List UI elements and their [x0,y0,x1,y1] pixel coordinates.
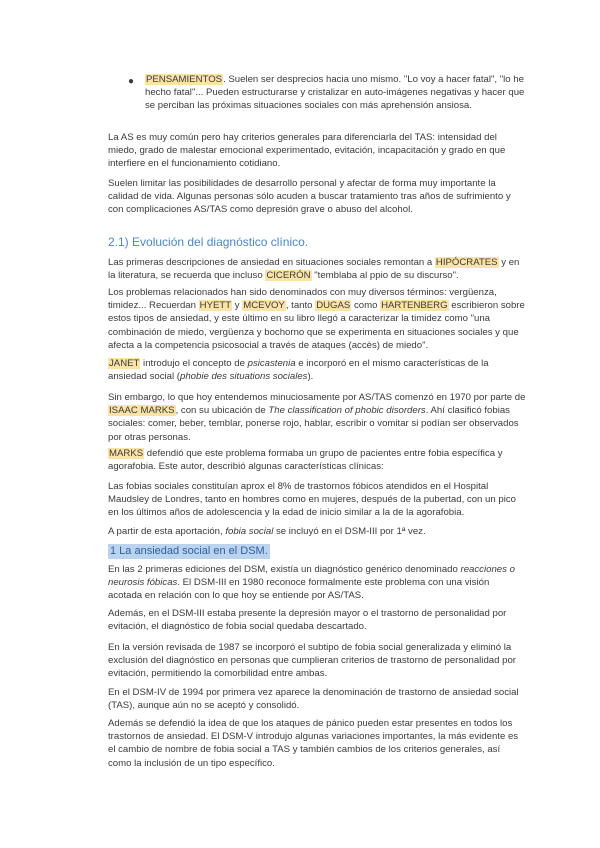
paragraph-fobias-sociales: Las fobias sociales constituían aprox el 8% de trastornos fóbicos atendidos en el Hospital Maudsley de Londres, tanto en hombres como en mujeres, después de la pubertad, con un pico en los últimos años de adolescencia y la edad de inicio similar a la de la agorafobia. [108,481,516,519]
paragraph-terms: Los problemas relacionados han sido denominados con muy diversos términos: vergüenza, timidez... Recuerdan HYETT y MCEVOY, tanto DUGAS como HARTENBERG escribieron sobre estos tipos de ansiedad, y este último en su libro llegó a caracterizar la timidez como "una combinación de miedo, vergüenza y bochorno que se experimenta en situaciones sociales y que afecta a la competencia psicosocial a través de ataques (accès) de miedo". [108,287,525,351]
highlight-ciceron: CICERÓN [266,270,311,282]
paragraph-dsm-editions: En las 2 primeras ediciones del DSM, existía un diagnóstico genérico denominado reacciones o neurosis fóbicas. El DSM-III en 1980 reconoce formalmente este problema con una visión acotada en relación con lo que hoy se entiende por AS/TAS. [108,564,515,602]
highlight-isaac-marks: ISAAC MARKS [109,405,175,417]
highlight-hyett: HYETT [199,300,232,312]
paragraph-dsm-iii-inclusion: A partir de esta aportación, fobia social se incluyó en el DSM-III por 1ª vez. [108,526,426,537]
paragraph-1987-revision: En la versión revisada de 1987 se incorporó el subtipo de fobia social generalizada y eliminó la exclusión del diagnóstico en personas que cumplieran criterios de trastorno de personalidad por evitación, permitiendo la comorbilidad entre ambas. [108,642,516,680]
highlight-janet: JANET [109,358,140,369]
paragraph-as-criteria: La AS es muy común pero hay criterios generales para diferenciarla del TAS: intensidad del miedo, grado de malestar emocional experimentado, evitación, incapacitación y grado en que interfiere en el funcionamiento cotidiano. [108,132,506,170]
paragraph-marks: MARKS defendió que este problema formaba un grupo de pacientes entre fobia específica y agorafobia. Este autor, describió algunas características clínicas: [108,448,503,473]
paragraph-isaac-marks: Sin embargo, lo que hoy entendemos minuciosamente por AS/TAS comenzó en 1970 por parte de ISAAC MARKS, con su ubicación de The classification of phobic disorders. Ahí clasificó fobias sociales: comer, beber, temblar, ponerse rojo, hablar, escribir o vomitar si podían ser observados por otras personas. [108,392,526,443]
bullet-marker: ● [128,76,135,87]
highlight-hipocrates: HIPÓCRATES [435,257,498,268]
highlight-term: PENSAMIENTOS [146,74,223,85]
section-heading-2-1: 2.1) Evolución del diagnóstico clínico. [108,235,309,249]
paragraph-hipocrates: Las primeras descripciones de ansiedad en situaciones sociales remontan a HIPÓCRATES y en la literatura, se recuerda que incluso CICERÓN "temblaba al ppio de su discurso". [108,257,520,282]
paragraph-limitations: Suelen limitar las posibilidades de desarrollo personal y afectar de forma muy importante la calidad de vida. Algunas personas sólo acuden a buscar tratamiento tras años de sufrimiento y con complicaciones AS/TAS como depresión grave o abuso del alcohol. [108,178,511,216]
highlight-dugas: DUGAS [316,300,351,312]
section-heading-1: 1 La ansiedad social en el DSM. [110,545,268,557]
highlight-marks: MARKS [109,448,144,459]
bullet-pensamientos: PENSAMIENTOS. Suelen ser desprecios hacia uno mismo. "Lo voy a hacer fatal", "lo he hecho fatal"... Pueden estructurarse y cristalizar en auto-imágenes negativas y hacer que se perciban las próximas situaciones sociales con más aprehensión ansiosa. [145,74,525,112]
paragraph-dsm-v: Además se defendió la idea de que los ataques de pánico pueden estar presentes en todos los trastornos de ansiedad. El DSM-V introdujo algunas variaciones importantes, la más evidente es el cambio de nombre de fobia social a TAS y también cambios de los criterios generales, así como la inclusión de un tipo específico. [108,718,519,769]
paragraph-janet: JANET introdujo el concepto de psicastenia e incorporó en el mismo características de la ansiedad social (phobie des situations sociales). [108,358,489,383]
paragraph-dsm-iii: Además, en el DSM-III estaba presente la depresión mayor o el trastorno de personalidad por evitación, el diagnóstico de fobia social quedaba descartado. [108,608,507,633]
paragraph-dsm-iv: En el DSM-IV de 1994 por primera vez aparece la denominación de trastorno de ansiedad social (TAS), aunque aún no se aceptó y consolidó. [108,687,519,712]
highlight-hartenberg: HARTENBERG [381,300,448,312]
highlight-mcevoy: MCEVOY [243,300,285,312]
